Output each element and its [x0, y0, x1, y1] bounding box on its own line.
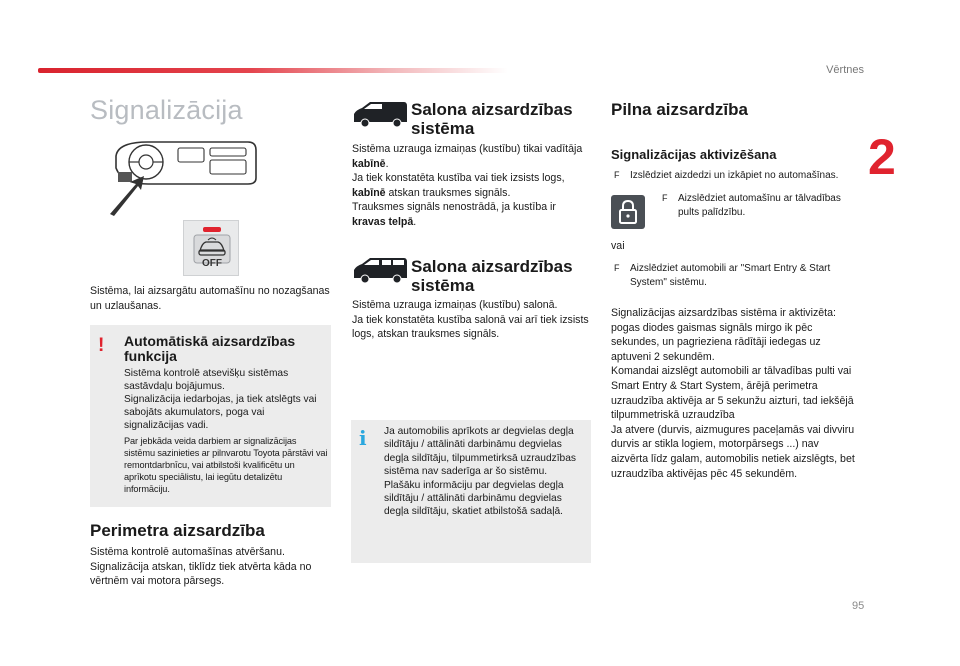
dashboard-illustration: [108, 138, 258, 218]
step-smart-entry-lock: [614, 262, 854, 289]
info-icon: i: [359, 426, 367, 450]
full-protection-text: Signalizācijas aizsardzības sistēma ir aktivizēta: pogas diodes gaismas signāls mirgo ik pēc sekundes, un pagrieziena rādītāji iedegas uz aptuveni 2 sekundēm. Komandai aizslēgt automobili ar tālvadības pulti vai Smart Entry & Start System, ārējā perimetra uzraudzība aktivēja ar 5 sekunžu aizturi, tad iekšējā tilpummetriskā uzraudzība Ja atvere (durvis, aizmugures paceļamās vai divviru durvis ar stikla logiem, motorpārsegs ...) nav aizvērta līdz galam, automobilis netiek aizslēgts, bet uzraudzība aktivējas pēc 45 sekundēm.: [611, 307, 855, 480]
header-red-bar: [38, 68, 508, 73]
interior-protection-text: Sistēma uzrauga izmaiņas (kustību) salonā. Ja tiek konstatēta kustība salonā vai arī tiek izsists logs, atskan trauksmes signāls.: [352, 299, 589, 341]
alarm-off-button-illustration: [183, 220, 239, 276]
warning-box: [90, 325, 331, 507]
or-separator: vai: [611, 240, 625, 252]
chapter-number: 2: [868, 129, 896, 185]
info-text: Ja automobilis aprīkots ar degvielas degļa sildītāju / attālināti darbināmu degvielas degļa sildītāju, tilpummetirksā uzraudzības sistēma nav saderīga ar šo sistēmu. Plašāku informāciju par degvielas degļa sildītāju / attālināti darbināmu degvielas degļa sildītāju, skatiet atbilstošā sadaļā.: [384, 426, 576, 518]
warning-icon: !: [98, 335, 105, 356]
section-label: Vērtnes: [826, 64, 864, 76]
step-text: Izslēdziet aizdedzi un izkāpiet no automašīnas.: [630, 170, 839, 181]
van-cabin-icon: [352, 100, 408, 128]
bullet-marker: F: [614, 263, 620, 273]
off-label: OFF: [202, 258, 222, 269]
perimeter-heading: Perimetra aizsardzība: [90, 521, 265, 540]
warning-title: Automātiskā aizsardzības funkcija: [124, 333, 296, 364]
warning-note: Par jebkāda veida darbiem ar signalizācijas sistēmu sazinieties ar pilnvarotu Toyota pārstāvi vai remontdarbnīcu, vai atbilstoši kvalificētu un aprīkotu speciālistu, lai iegūtu detalizētu informāciju.: [124, 436, 328, 494]
step-ignition-off: [614, 169, 854, 183]
interior-protection-heading: Salona aizsardzības sistēma: [411, 257, 573, 295]
warning-text: Sistēma kontrolē atsevišķu sistēmas sastāvdaļu bojājumus. Signalizācija iedarbojas, ja tiek atslēgts vai sabojāts akumulators, poga vai signalizācijas vadi.: [124, 368, 317, 431]
full-protection-heading: Pilna aizsardzība: [611, 100, 748, 119]
info-box: [351, 420, 591, 563]
van-full-icon: [352, 256, 408, 284]
intro-text: Sistēma, lai aizsargātu automašīnu no nozagšanas un uzlaušanas.: [90, 285, 330, 312]
lock-icon: [611, 195, 645, 229]
perimeter-text: Sistēma kontrolē automašīnas atvēršanu. Signalizācija atskan, tiklīdz tiek atvērta kāda no vērtnēm vai motora pārsegs.: [90, 546, 312, 588]
page-number: 95: [852, 600, 865, 612]
page-title: Signalizācija: [90, 95, 243, 125]
activation-subheading: Signalizācijas aktivizēšana: [611, 147, 777, 162]
step-text: Aizslēdziet automobili ar "Smart Entry & Start System" sistēmu.: [630, 263, 831, 288]
cabin-protection-heading: Salona aizsardzības sistēma: [411, 100, 573, 138]
lock-button-illustration: [611, 195, 645, 229]
step-text: Aizslēdziet automašīnu ar tālvadības pults palīdzību.: [678, 193, 841, 218]
step-remote-lock: [662, 192, 852, 219]
bullet-marker: F: [614, 170, 620, 180]
bullet-marker: F: [662, 193, 668, 203]
cabin-protection-text: Sistēma uzrauga izmaiņas (kustību) tikai vadītāja kabīnē. Ja tiek konstatēta kustība vai tiek izsists logs, kabīnē atskan trauksmes signāls. Trauksmes signāls nenostrādā, ja kustība ir kravas telpā.: [352, 143, 583, 228]
